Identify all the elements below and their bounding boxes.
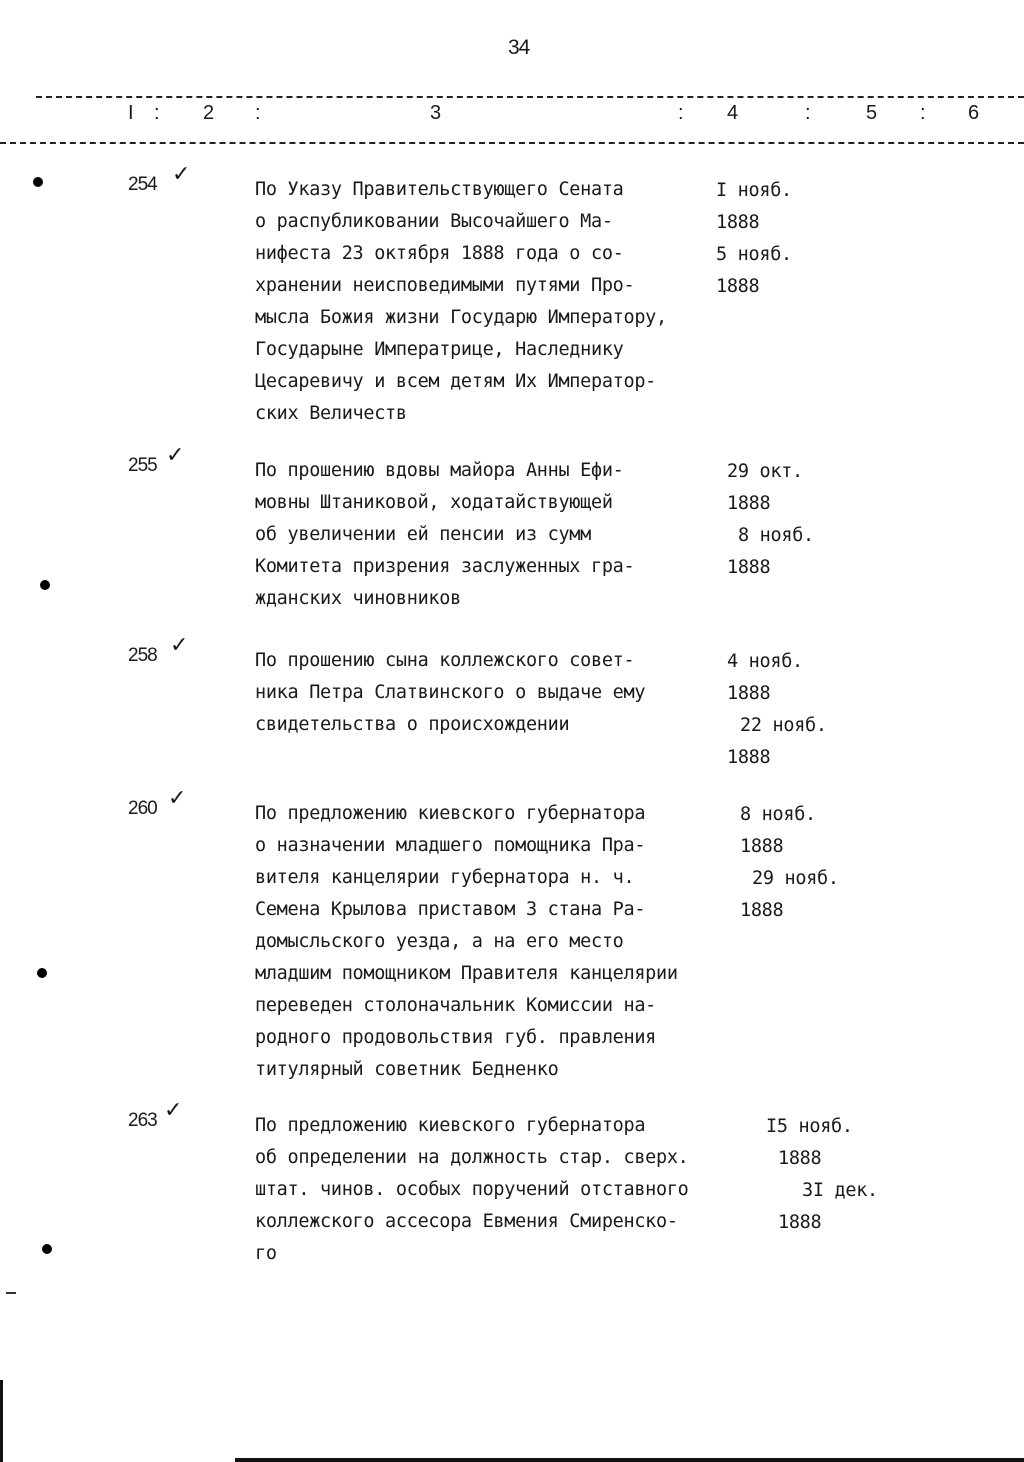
column-separator: : bbox=[255, 102, 261, 124]
column-separator: : bbox=[154, 102, 160, 124]
description-line: титулярный советник Бедненко bbox=[255, 1059, 559, 1080]
entry-description bbox=[255, 455, 725, 615]
description-line: мовны Штаниковой, ходатайствующей bbox=[255, 492, 613, 513]
entry-description bbox=[255, 645, 725, 741]
margin-dot bbox=[42, 1244, 52, 1254]
header-rule-top bbox=[36, 96, 1024, 98]
description-line: По прошению сына коллежского совет- bbox=[255, 650, 635, 671]
description-line: ника Петра Слатвинского о выдаче ему bbox=[255, 682, 646, 703]
description-line: о назначении младшего помощника Пра- bbox=[255, 835, 646, 856]
date-year: 1888 bbox=[727, 557, 771, 578]
date-day-month: 29 нояб. bbox=[752, 868, 839, 889]
date-year: 1888 bbox=[716, 212, 760, 233]
date-day-month: 22 нояб. bbox=[740, 715, 827, 736]
date-day-month: I нояб. bbox=[716, 180, 792, 201]
entry-number: 254 bbox=[128, 174, 157, 195]
description-line: го bbox=[255, 1243, 277, 1264]
checkmark-icon: ✓ bbox=[168, 786, 187, 811]
description-line: об увеличении ей пенсии из сумм bbox=[255, 524, 591, 545]
checkmark-icon: ✓ bbox=[172, 162, 191, 187]
description-line: жданских чиновников bbox=[255, 588, 461, 609]
date-day-month: 8 нояб. bbox=[740, 804, 816, 825]
description-line: об определении на должность стар. сверх. bbox=[255, 1147, 689, 1168]
description-line: о распубликовании Высочайшего Ма- bbox=[255, 211, 613, 232]
description-line: Семена Крылова приставом 3 стана Ра- bbox=[255, 899, 646, 920]
date-year: 1888 bbox=[740, 900, 784, 921]
column-header: 4 bbox=[727, 102, 739, 124]
description-line: Комитета призрения заслуженных гра- bbox=[255, 556, 635, 577]
entry-number: 255 bbox=[128, 455, 157, 476]
description-line: родного продовольствия губ. правления bbox=[255, 1027, 657, 1048]
column-header: 5 bbox=[866, 102, 878, 124]
date-year: 1888 bbox=[727, 683, 771, 704]
column-header: 6 bbox=[968, 102, 980, 124]
description-line: По прошению вдовы майора Анны Ефи- bbox=[255, 460, 624, 481]
description-line: По предложению киевского губернатора bbox=[255, 1115, 646, 1136]
column-header: 3 bbox=[430, 102, 442, 124]
description-line: мысла Божия жизни Государю Императору, bbox=[255, 307, 667, 328]
entry-description bbox=[255, 174, 725, 430]
checkmark-icon: ✓ bbox=[164, 1098, 183, 1123]
date-day-month: 4 нояб. bbox=[727, 651, 803, 672]
entry-description bbox=[255, 798, 725, 1086]
margin-dot bbox=[37, 968, 47, 978]
description-line: По предложению киевского губернатора bbox=[255, 803, 646, 824]
date-day-month: 29 окт. bbox=[727, 461, 803, 482]
date-year: 1888 bbox=[727, 747, 771, 768]
scan-left-edge bbox=[0, 1380, 3, 1462]
margin-mark bbox=[6, 1292, 16, 1294]
description-line: переведен столоначальник Комиссии на- bbox=[255, 995, 657, 1016]
entry-number: 260 bbox=[128, 798, 157, 819]
date-year: 1888 bbox=[727, 493, 771, 514]
description-line: штат. чинов. особых поручений отставного bbox=[255, 1179, 689, 1200]
column-separator: : bbox=[920, 102, 926, 124]
description-line: свидетельства о происхождении bbox=[255, 714, 570, 735]
column-header: 2 bbox=[203, 102, 215, 124]
date-day-month: 3I дек. bbox=[802, 1180, 878, 1201]
date-day-month: I5 нояб. bbox=[766, 1116, 853, 1137]
entry-description bbox=[255, 1110, 725, 1270]
description-line: хранении неисповедимыми путями Про- bbox=[255, 275, 635, 296]
date-year: 1888 bbox=[778, 1148, 822, 1169]
checkmark-icon: ✓ bbox=[166, 443, 185, 468]
description-line: Государыне Императрице, Наследнику bbox=[255, 339, 624, 360]
description-line: младшим помощником Правителя канцелярии bbox=[255, 963, 678, 984]
margin-dot bbox=[33, 177, 43, 187]
description-line: вителя канцелярии губернатора н. ч. bbox=[255, 867, 635, 888]
margin-dot bbox=[40, 580, 50, 590]
column-separator: : bbox=[805, 102, 811, 124]
description-line: Цесаревичу и всем детям Их Император- bbox=[255, 371, 657, 392]
column-separator: : bbox=[678, 102, 684, 124]
description-line: По Указу Правительствующего Сената bbox=[255, 179, 624, 200]
entry-number: 258 bbox=[128, 645, 157, 666]
description-line: домысльского уезда, а на его место bbox=[255, 931, 624, 952]
description-line: ских Величеств bbox=[255, 403, 407, 424]
entry-number: 263 bbox=[128, 1110, 157, 1131]
description-line: коллежского ассесора Евмения Смиренско- bbox=[255, 1211, 678, 1232]
header-rule-bottom bbox=[0, 142, 1024, 144]
description-line: нифеста 23 октября 1888 года о со- bbox=[255, 243, 624, 264]
checkmark-icon: ✓ bbox=[170, 633, 189, 658]
date-day-month: 8 нояб. bbox=[738, 525, 814, 546]
column-header: I bbox=[128, 102, 134, 124]
scan-bottom-edge bbox=[235, 1458, 1024, 1462]
date-day-month: 5 нояб. bbox=[716, 244, 792, 265]
date-year: 1888 bbox=[778, 1212, 822, 1233]
date-year: 1888 bbox=[716, 276, 760, 297]
date-year: 1888 bbox=[740, 836, 784, 857]
page-number: 34 bbox=[508, 36, 530, 59]
